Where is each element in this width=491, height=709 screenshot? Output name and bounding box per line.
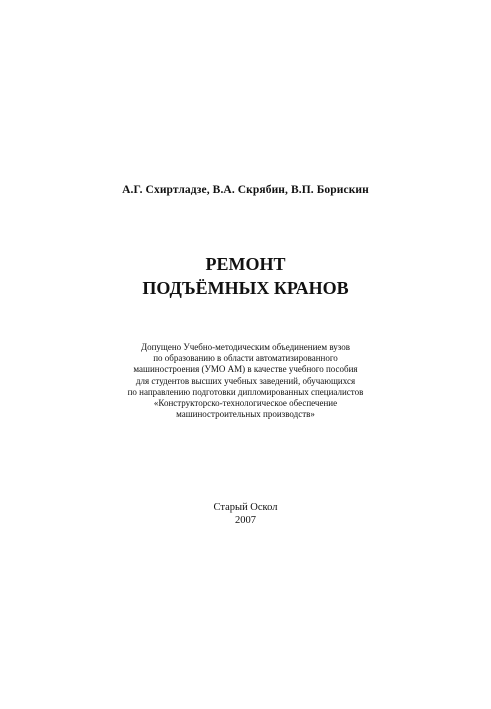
authors: А.Г. Схиртладзе, В.А. Скрябин, В.П. Борискин [122, 184, 369, 196]
book-title-line-1: РЕМОНТ [205, 254, 286, 274]
approval-line: Допущено Учебно-методическим объединением вузов [140, 342, 351, 352]
imprint-year: 2007 [235, 515, 256, 526]
approval-line: «Конструкторско-технологическое обеспечение [153, 398, 338, 409]
imprint-city: Старый Оскол [213, 502, 278, 513]
approval-line: по направлению подготовки дипломированных специалистов [127, 386, 364, 397]
book-title [0, 252, 491, 300]
approval-line: машиностроительных производств» [176, 409, 315, 420]
imprint [0, 501, 491, 527]
book-title-line-2: ПОДЪЁМНЫХ КРАНОВ [142, 278, 349, 298]
approval-statement [0, 342, 491, 420]
approval-line: по образованию в области автоматизированного [153, 353, 338, 364]
approval-line: машиностроения (УМО АМ) в качестве учебного пособия [133, 364, 358, 375]
approval-line: для студентов высших учебных заведений, обучающихся [135, 375, 356, 386]
